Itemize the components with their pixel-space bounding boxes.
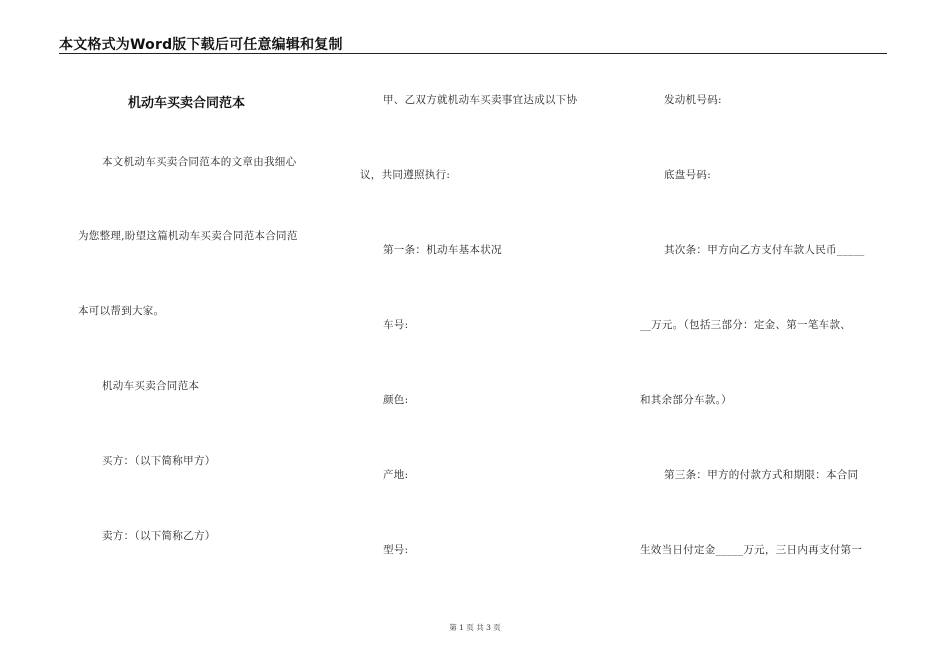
page-header: 本文格式为Word版下载后可任意编辑和复制 bbox=[59, 37, 343, 53]
col2-line-5: 颜色: bbox=[383, 394, 409, 406]
col1-line-4: 机动车买卖合同范本 bbox=[102, 380, 200, 392]
col3-line-7: 生效当日付定金_____万元，三日内再支付第一 bbox=[640, 544, 863, 556]
col2-line-7: 型号: bbox=[383, 544, 409, 556]
col2-line-6: 产地: bbox=[383, 469, 409, 481]
col3-line-6: 第三条：甲方的付款方式和期限：本合同 bbox=[664, 469, 859, 481]
document-title: 机动车买卖合同范本 bbox=[128, 96, 246, 111]
col1-line-5: 买方：（以下简称甲方） bbox=[102, 455, 216, 467]
col2-line-3: 第一条：机动车基本状况 bbox=[383, 244, 502, 256]
col3-line-4: __万元。（包括三部分：定金、第一笔车款、 bbox=[640, 319, 852, 331]
col1-line-2: 为您整理,盼望这篇机动车买卖合同范本合同范 bbox=[78, 230, 298, 242]
col2-line-4: 车号: bbox=[383, 319, 409, 331]
col2-line-2: 议，共同遵照执行: bbox=[360, 169, 451, 181]
col1-line-6: 卖方：（以下简称乙方） bbox=[102, 530, 216, 542]
page-number-footer: 第 1 页 共 3 页 bbox=[449, 623, 501, 632]
col3-line-3: 其次条：甲方向乙方支付车款人民币_____ bbox=[664, 244, 865, 256]
col1-line-3: 本可以帮到大家。 bbox=[78, 305, 165, 317]
col2-line-1: 甲、乙双方就机动车买卖事宜达成以下协 bbox=[383, 94, 578, 106]
header-rule bbox=[59, 53, 887, 54]
col3-line-2: 底盘号码: bbox=[664, 169, 712, 181]
col3-line-1: 发动机号码: bbox=[664, 94, 722, 106]
col1-line-1: 本文机动车买卖合同范本的文章由我细心 bbox=[102, 156, 297, 168]
col3-line-5: 和其余部分车款。） bbox=[640, 394, 732, 406]
